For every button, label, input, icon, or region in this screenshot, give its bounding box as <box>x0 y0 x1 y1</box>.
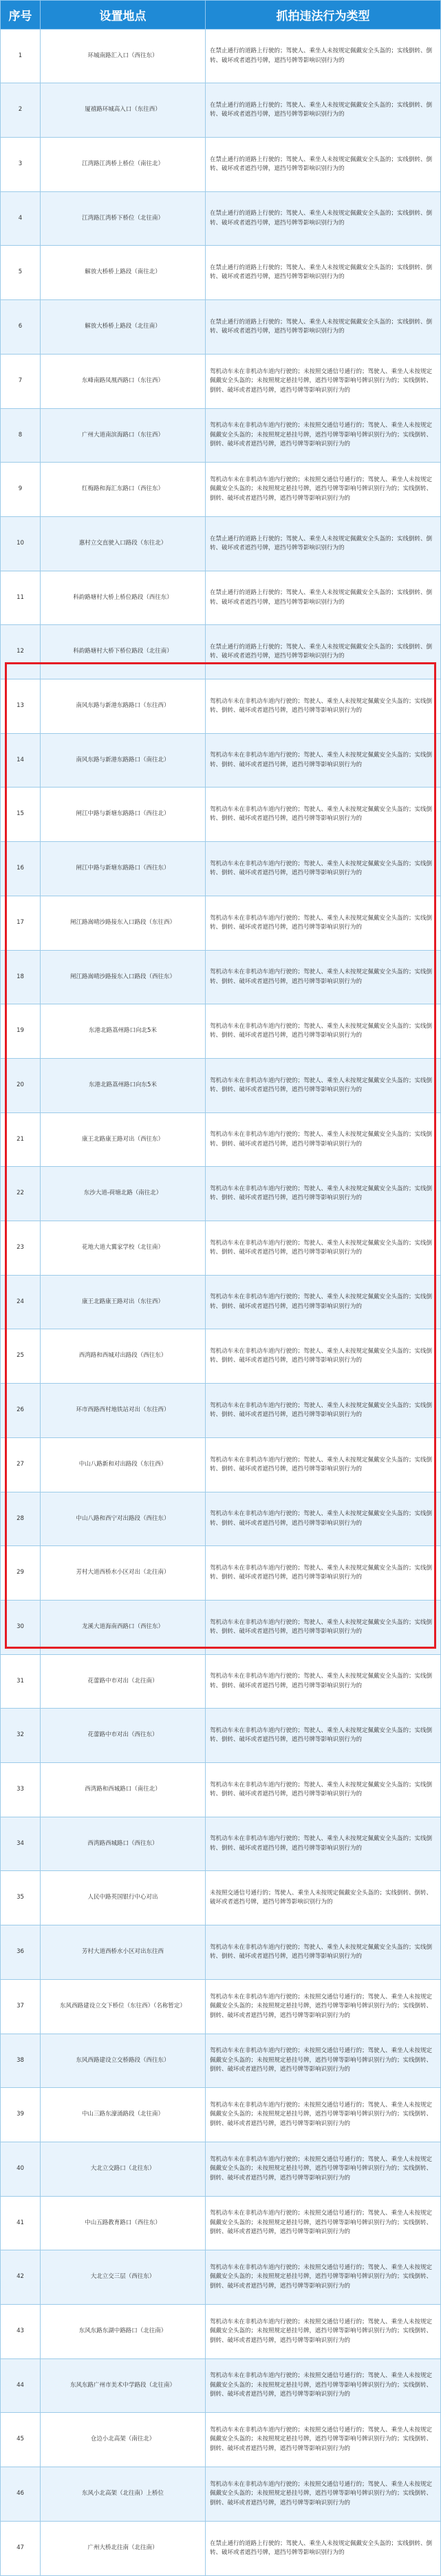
row-location: 解放大桥桥上路段（北往南） <box>41 300 206 355</box>
table-row <box>1 1384 441 1438</box>
table-row <box>1 842 441 896</box>
row-number: 5 <box>1 246 41 300</box>
row-location: 东沙大道-荷塘北路（南往北） <box>41 1167 206 1221</box>
table-row <box>1 138 441 192</box>
row-number: 10 <box>1 517 41 571</box>
row-violation-type: 在禁止通行的道路上行驶的；驾驶人、乘坐人未按规定佩戴安全头盔的；实线倒转、倒转、破坏或者遮挡号牌，遮挡号牌等影响识别行为的 <box>206 246 441 300</box>
row-location: 中山三路东濠涌路段（北往南） <box>41 2088 206 2142</box>
row-number: 33 <box>1 1763 41 1817</box>
table-header-row <box>1 1 441 30</box>
row-location: 科韵路塘村大桥下桥位路段（北往南） <box>41 625 206 679</box>
row-location: 西湾路西城路口（西往东） <box>41 1817 206 1871</box>
table-row <box>1 463 441 517</box>
row-violation-type: 驾机动车未在非机动车道内行驶的；未按照交通信号通行的；驾驶人、乘坐人未按规定佩戴安全头盔的；未按照规定悬挂号牌，遮挡号牌等影响号牌识别行为的；实线倒转、倒转、破坏或者遮挡号牌，遮挡号牌等影响识别行为的 <box>206 409 441 463</box>
row-violation-type: 未按照交通信号通行的；驾驶人、乘坐人未按规定佩戴安全头盔的；实线倒转、倒转、破坏或者遮挡号牌，遮挡号牌等影响识别行为的 <box>206 1871 441 1925</box>
row-violation-type: 驾机动车未在非机动车道内行驶的；未按照交通信号通行的；驾驶人、乘坐人未按规定佩戴安全头盔的；未按照规定悬挂号牌，遮挡号牌等影响号牌识别行为的；实线倒转、倒转、破坏或者遮挡号牌，遮挡号牌等影响识别行为的 <box>206 2359 441 2413</box>
row-location: 东风小北高架（北往南）上桥位 <box>41 2467 206 2522</box>
table-row <box>1 2197 441 2250</box>
row-violation-type: 在禁止通行的道路上行驶的；驾驶人、乘坐人未按规定佩戴安全头盔的；实线倒转、倒转、破坏或者遮挡号牌，遮挡号牌等影响识别行为的 <box>206 30 441 83</box>
table-row <box>1 1167 441 1221</box>
header-location: 设置地点 <box>41 1 206 30</box>
table-row <box>1 2522 441 2576</box>
row-location: 西湾路和西城路口（南往北） <box>41 1763 206 1817</box>
row-number: 13 <box>1 679 41 734</box>
row-number: 41 <box>1 2197 41 2250</box>
table-row <box>1 192 441 246</box>
row-number: 24 <box>1 1276 41 1329</box>
table-row <box>1 355 441 409</box>
row-violation-type: 驾机动车未在非机动车道内行驶的；未按照交通信号通行的；驾驶人、乘坐人未按规定佩戴安全头盔的；未按照规定悬挂号牌，遮挡号牌等影响号牌识别行为的；实线倒转、倒转、破坏或者遮挡号牌，遮挡号牌等影响识别行为的 <box>206 2305 441 2359</box>
row-violation-type: 驾机动车未在非机动车道内行驶的；驾驶人、乘坐人未按规定佩戴安全头盔的；实线倒转、倒转、破坏或者遮挡号牌，遮挡号牌等影响识别行为的 <box>206 1655 441 1709</box>
row-number: 29 <box>1 1546 41 1601</box>
row-violation-type: 在禁止通行的道路上行驶的；驾驶人、乘坐人未按规定佩戴安全头盔的；实线倒转、倒转、破坏或者遮挡号牌，遮挡号牌等影响识别行为的 <box>206 2522 441 2576</box>
row-number: 6 <box>1 300 41 355</box>
row-violation-type: 驾机动车未在非机动车道内行驶的；未按照交通信号通行的；驾驶人、乘坐人未按规定佩戴安全头盔的；未按照规定悬挂号牌，遮挡号牌等影响号牌识别行为的；实线倒转、倒转、破坏或者遮挡号牌，遮挡号牌等影响识别行为的 <box>206 2088 441 2142</box>
row-location: 南风东路与新港东路路口（南往北） <box>41 734 206 788</box>
table-row <box>1 1709 441 1763</box>
table-row <box>1 951 441 1004</box>
row-number: 36 <box>1 1925 41 1980</box>
table-row <box>1 734 441 788</box>
row-location: 西湾路和西城对出路段（西往东） <box>41 1329 206 1384</box>
row-location: 东港北路荔州路口向北5米 <box>41 1004 206 1059</box>
row-number: 20 <box>1 1059 41 1113</box>
row-location: 东风西路建设立交桥路段（西往东） <box>41 2034 206 2088</box>
table-body <box>1 30 441 2576</box>
row-violation-type: 驾机动车未在非机动车道内行驶的；驾驶人、乘坐人未按规定佩戴安全头盔的；实线倒转、倒转、破坏或者遮挡号牌，遮挡号牌等影响识别行为的 <box>206 1817 441 1871</box>
row-location: 江湾路江湾桥上桥位（南往北） <box>41 138 206 192</box>
row-violation-type: 驾机动车未在非机动车道内行驶的；驾驶人、乘坐人未按规定佩戴安全头盔的；实线倒转、倒转、破坏或者遮挡号牌，遮挡号牌等影响识别行为的 <box>206 1925 441 1980</box>
row-location: 芳村大道西桥水小区对出东往西 <box>41 1925 206 1980</box>
row-location: 江湾路江湾桥下桥位（北往南） <box>41 192 206 246</box>
row-location: 科韵路塘村大桥上桥位路段（西往东） <box>41 571 206 625</box>
row-violation-type: 驾机动车未在非机动车道内行驶的；驾驶人、乘坐人未按规定佩戴安全头盔的；实线倒转、倒转、破坏或者遮挡号牌，遮挡号牌等影响识别行为的 <box>206 734 441 788</box>
row-number: 8 <box>1 409 41 463</box>
header-no: 序号 <box>1 1 41 30</box>
row-violation-type: 驾机动车未在非机动车道内行驶的；未按照交通信号通行的；驾驶人、乘坐人未按规定佩戴安全头盔的；未按照规定悬挂号牌，遮挡号牌等影响号牌识别行为的；实线倒转、倒转、破坏或者遮挡号牌，遮挡号牌等影响识别行为的 <box>206 2467 441 2522</box>
row-violation-type: 驾机动车未在非机动车道内行驶的；未按照交通信号通行的；驾驶人、乘坐人未按规定佩戴安全头盔的；未按照规定悬挂号牌，遮挡号牌等影响号牌识别行为的；实线倒转、倒转、破坏或者遮挡号牌，遮挡号牌等影响识别行为的 <box>206 2034 441 2088</box>
row-violation-type: 驾机动车未在非机动车道内行驶的；驾驶人、乘坐人未按规定佩戴安全头盔的；实线倒转、倒转、破坏或者遮挡号牌，遮挡号牌等影响识别行为的 <box>206 1004 441 1059</box>
row-violation-type: 在禁止通行的道路上行驶的；驾驶人、乘坐人未按规定佩戴安全头盔的；实线倒转、倒转、破坏或者遮挡号牌，遮挡号牌等影响识别行为的 <box>206 625 441 679</box>
table-row <box>1 246 441 300</box>
row-location: 东风东路广州市美术中学路段（北往南） <box>41 2359 206 2413</box>
row-violation-type: 驾机动车未在非机动车道内行驶的；未按照交通信号通行的；驾驶人、乘坐人未按规定佩戴安全头盔的；未按照规定悬挂号牌，遮挡号牌等影响号牌识别行为的；实线倒转、倒转、破坏或者遮挡号牌，遮挡号牌等影响识别行为的 <box>206 355 441 409</box>
row-violation-type: 驾机动车未在非机动车道内行驶的；驾驶人、乘坐人未按规定佩戴安全头盔的；实线倒转、倒转、破坏或者遮挡号牌，遮挡号牌等影响识别行为的 <box>206 1492 441 1546</box>
table-row <box>1 788 441 842</box>
row-location: 东风西路建设立交下桥位（东往西）（名称暂定） <box>41 1980 206 2034</box>
row-violation-type: 驾机动车未在非机动车道内行驶的；驾驶人、乘坐人未按规定佩戴安全头盔的；实线倒转、倒转、破坏或者遮挡号牌，遮挡号牌等影响识别行为的 <box>206 1709 441 1763</box>
row-number: 9 <box>1 463 41 517</box>
row-number: 26 <box>1 1384 41 1438</box>
row-violation-type: 驾机动车未在非机动车道内行驶的；驾驶人、乘坐人未按规定佩戴安全头盔的；实线倒转、倒转、破坏或者遮挡号牌，遮挡号牌等影响识别行为的 <box>206 1546 441 1601</box>
row-number: 37 <box>1 1980 41 2034</box>
row-number: 40 <box>1 2142 41 2197</box>
row-location: 红梅路和海汇东路口（西往东） <box>41 463 206 517</box>
table-row <box>1 1763 441 1817</box>
table-row <box>1 679 441 734</box>
row-location: 广州大桥北往南（北往南） <box>41 2522 206 2576</box>
table-row <box>1 1113 441 1167</box>
row-location: 闸江路嵩晴沙路接东入口路段（东往西） <box>41 896 206 951</box>
table-row <box>1 1221 441 1276</box>
row-location: 花地大道大翼家学校（北往南） <box>41 1221 206 1276</box>
table-row <box>1 896 441 951</box>
row-number: 11 <box>1 571 41 625</box>
table-row <box>1 1871 441 1925</box>
table-row <box>1 2359 441 2413</box>
table-row <box>1 1329 441 1384</box>
table-row <box>1 1059 441 1113</box>
row-violation-type: 驾机动车未在非机动车道内行驶的；驾驶人、乘坐人未按规定佩戴安全头盔的；实线倒转、倒转、破坏或者遮挡号牌，遮挡号牌等影响识别行为的 <box>206 1438 441 1492</box>
row-violation-type: 在禁止通行的道路上行驶的；驾驶人、乘坐人未按规定佩戴安全头盔的；实线倒转、倒转、破坏或者遮挡号牌，遮挡号牌等影响识别行为的 <box>206 517 441 571</box>
row-number: 46 <box>1 2467 41 2522</box>
row-number: 4 <box>1 192 41 246</box>
row-location: 广州大道南滨海路口（东往西） <box>41 409 206 463</box>
table-row <box>1 2142 441 2197</box>
row-number: 14 <box>1 734 41 788</box>
row-location: 南风东路与新港东路路口（东往西） <box>41 679 206 734</box>
table-row <box>1 30 441 83</box>
row-number: 19 <box>1 1004 41 1059</box>
table-row <box>1 2305 441 2359</box>
row-violation-type: 驾机动车未在非机动车道内行驶的；驾驶人、乘坐人未按规定佩戴安全头盔的；实线倒转、倒转、破坏或者遮挡号牌，遮挡号牌等影响识别行为的 <box>206 951 441 1004</box>
row-violation-type: 驾机动车未在非机动车道内行驶的；驾驶人、乘坐人未按规定佩戴安全头盔的；实线倒转、倒转、破坏或者遮挡号牌，遮挡号牌等影响识别行为的 <box>206 1276 441 1329</box>
row-violation-type: 驾机动车未在非机动车道内行驶的；驾驶人、乘坐人未按规定佩戴安全头盔的；实线倒转、倒转、破坏或者遮挡号牌，遮挡号牌等影响识别行为的 <box>206 1763 441 1817</box>
table-row <box>1 2088 441 2142</box>
row-violation-type: 驾机动车未在非机动车道内行驶的；驾驶人、乘坐人未按规定佩戴安全头盔的；实线倒转、倒转、破坏或者遮挡号牌，遮挡号牌等影响识别行为的 <box>206 1221 441 1276</box>
row-location: 惠村立交直驶入口路段（东往北） <box>41 517 206 571</box>
row-violation-type: 驾机动车未在非机动车道内行驶的；未按照交通信号通行的；驾驶人、乘坐人未按规定佩戴安全头盔的；未按照规定悬挂号牌，遮挡号牌等影响号牌识别行为的；实线倒转、倒转、破坏或者遮挡号牌，遮挡号牌等影响识别行为的 <box>206 2250 441 2305</box>
row-violation-type: 驾机动车未在非机动车道内行驶的；未按照交通信号通行的；驾驶人、乘坐人未按规定佩戴安全头盔的；未按照规定悬挂号牌，遮挡号牌等影响号牌识别行为的；实线倒转、倒转、破坏或者遮挡号牌，遮挡号牌等影响识别行为的 <box>206 2197 441 2250</box>
row-violation-type: 驾机动车未在非机动车道内行驶的；驾驶人、乘坐人未按规定佩戴安全头盔的；实线倒转、倒转、破坏或者遮挡号牌，遮挡号牌等影响识别行为的 <box>206 1113 441 1167</box>
row-number: 1 <box>1 30 41 83</box>
table-row <box>1 1817 441 1871</box>
row-location: 解放大桥桥上路段（南往北） <box>41 246 206 300</box>
row-location: 人民中路英国银行中心对出 <box>41 1871 206 1925</box>
table-row <box>1 1546 441 1601</box>
row-number: 45 <box>1 2413 41 2467</box>
row-number: 31 <box>1 1655 41 1709</box>
table-row <box>1 571 441 625</box>
row-number: 2 <box>1 83 41 138</box>
row-number: 47 <box>1 2522 41 2576</box>
row-number: 15 <box>1 788 41 842</box>
row-number: 30 <box>1 1601 41 1655</box>
row-location: 中山五路教育路口（西往东） <box>41 2197 206 2250</box>
row-location: 芳村大道西桥水小区对出（北往南） <box>41 1546 206 1601</box>
row-location: 闸江路嵩晴沙路接东入口路段（西往东） <box>41 951 206 1004</box>
row-violation-type: 驾机动车未在非机动车道内行驶的；驾驶人、乘坐人未按规定佩戴安全头盔的；实线倒转、倒转、破坏或者遮挡号牌，遮挡号牌等影响识别行为的 <box>206 1329 441 1384</box>
table-row <box>1 1004 441 1059</box>
row-violation-type: 驾机动车未在非机动车道内行驶的；未按照交通信号通行的；驾驶人、乘坐人未按规定佩戴安全头盔的；未按照规定悬挂号牌，遮挡号牌等影响号牌识别行为的；实线倒转、倒转、破坏或者遮挡号牌，遮挡号牌等影响识别行为的 <box>206 463 441 517</box>
row-violation-type: 驾机动车未在非机动车道内行驶的；未按照交通信号通行的；驾驶人、乘坐人未按规定佩戴安全头盔的；未按照规定悬挂号牌，遮挡号牌等影响号牌识别行为的；实线倒转、倒转、破坏或者遮挡号牌，遮挡号牌等影响识别行为的 <box>206 2413 441 2467</box>
row-number: 44 <box>1 2359 41 2413</box>
table-row <box>1 2250 441 2305</box>
row-violation-type: 在禁止通行的道路上行驶的；驾驶人、乘坐人未按规定佩戴安全头盔的；实线倒转、倒转、破坏或者遮挡号牌，遮挡号牌等影响识别行为的 <box>206 138 441 192</box>
table-row <box>1 1601 441 1655</box>
row-location: 康王北路康王路对出（西往东） <box>41 1113 206 1167</box>
row-number: 38 <box>1 2034 41 2088</box>
row-location: 环城南路汇入口（西往东） <box>41 30 206 83</box>
table-row <box>1 1980 441 2034</box>
row-number: 16 <box>1 842 41 896</box>
row-violation-type: 驾机动车未在非机动车道内行驶的；驾驶人、乘坐人未按规定佩戴安全头盔的；实线倒转、倒转、破坏或者遮挡号牌，遮挡号牌等影响识别行为的 <box>206 842 441 896</box>
table-row <box>1 83 441 138</box>
row-location: 闸江中路与新塘东路路口（西往东） <box>41 842 206 896</box>
table-row <box>1 1438 441 1492</box>
row-number: 28 <box>1 1492 41 1546</box>
row-number: 32 <box>1 1709 41 1763</box>
row-number: 27 <box>1 1438 41 1492</box>
row-location: 大北立交三层（西往东） <box>41 2250 206 2305</box>
row-location: 花蕾路中市对出（北往南） <box>41 1655 206 1709</box>
row-number: 34 <box>1 1817 41 1871</box>
table-row <box>1 2467 441 2522</box>
row-violation-type: 在禁止通行的道路上行驶的；驾驶人、乘坐人未按规定佩戴安全头盔的；实线倒转、倒转、破坏或者遮挡号牌，遮挡号牌等影响识别行为的 <box>206 192 441 246</box>
table-row <box>1 1655 441 1709</box>
row-number: 21 <box>1 1113 41 1167</box>
row-number: 25 <box>1 1329 41 1384</box>
row-number: 23 <box>1 1221 41 1276</box>
row-violation-type: 驾机动车未在非机动车道内行驶的；驾驶人、乘坐人未按规定佩戴安全头盔的；实线倒转、倒转、破坏或者遮挡号牌，遮挡号牌等影响识别行为的 <box>206 1167 441 1221</box>
row-violation-type: 驾机动车未在非机动车道内行驶的；驾驶人、乘坐人未按规定佩戴安全头盔的；实线倒转、倒转、破坏或者遮挡号牌，遮挡号牌等影响识别行为的 <box>206 679 441 734</box>
header-violation-type: 抓拍违法行为类型 <box>206 1 441 30</box>
row-location: 中山八路新和对出路段（东往西） <box>41 1438 206 1492</box>
row-violation-type: 驾机动车未在非机动车道内行驶的；驾驶人、乘坐人未按规定佩戴安全头盔的；实线倒转、倒转、破坏或者遮挡号牌，遮挡号牌等影响识别行为的 <box>206 896 441 951</box>
row-number: 3 <box>1 138 41 192</box>
table-row <box>1 1276 441 1329</box>
row-location: 闸江中路与新塘东路路口（西往北） <box>41 788 206 842</box>
row-violation-type: 在禁止通行的道路上行驶的；驾驶人、乘坐人未按规定佩戴安全头盔的；实线倒转、倒转、破坏或者遮挡号牌，遮挡号牌等影响识别行为的 <box>206 300 441 355</box>
table-row <box>1 517 441 571</box>
row-number: 43 <box>1 2305 41 2359</box>
row-violation-type: 在禁止通行的道路上行驶的；驾驶人、乘坐人未按规定佩戴安全头盔的；实线倒转、倒转、破坏或者遮挡号牌，遮挡号牌等影响识别行为的 <box>206 571 441 625</box>
row-location: 大北立交路口（北往东） <box>41 2142 206 2197</box>
table-row <box>1 409 441 463</box>
table-row <box>1 1925 441 1980</box>
row-location: 厦禧路环城高入口（东往西） <box>41 83 206 138</box>
row-location: 环市西路西村地铁站对出（东往西） <box>41 1384 206 1438</box>
row-violation-type: 驾机动车未在非机动车道内行驶的；未按照交通信号通行的；驾驶人、乘坐人未按规定佩戴安全头盔的；未按照规定悬挂号牌，遮挡号牌等影响号牌识别行为的；实线倒转、倒转、破坏或者遮挡号牌，遮挡号牌等影响识别行为的 <box>206 2142 441 2197</box>
row-location: 东风东路东湖中路路口（北往南） <box>41 2305 206 2359</box>
row-violation-type: 驾机动车未在非机动车道内行驶的；驾驶人、乘坐人未按规定佩戴安全头盔的；实线倒转、倒转、破坏或者遮挡号牌，遮挡号牌等影响识别行为的 <box>206 1384 441 1438</box>
row-number: 18 <box>1 951 41 1004</box>
row-number: 42 <box>1 2250 41 2305</box>
row-number: 7 <box>1 355 41 409</box>
row-violation-type: 驾机动车未在非机动车道内行驶的；驾驶人、乘坐人未按规定佩戴安全头盔的；实线倒转、倒转、破坏或者遮挡号牌，遮挡号牌等影响识别行为的 <box>206 788 441 842</box>
row-number: 12 <box>1 625 41 679</box>
table-row <box>1 2413 441 2467</box>
row-violation-type: 在禁止通行的道路上行驶的；驾驶人、乘坐人未按规定佩戴安全头盔的；实线倒转、倒转、破坏或者遮挡号牌，遮挡号牌等影响识别行为的 <box>206 83 441 138</box>
row-number: 17 <box>1 896 41 951</box>
table-row <box>1 1492 441 1546</box>
row-location: 花蕾路中市对出（西往东） <box>41 1709 206 1763</box>
table-row <box>1 300 441 355</box>
row-location: 龙溪大道海南西路口（西往东） <box>41 1601 206 1655</box>
table-row <box>1 2034 441 2088</box>
row-location: 东港北路荔州路口向东5米 <box>41 1059 206 1113</box>
table-row <box>1 625 441 679</box>
row-violation-type: 驾机动车未在非机动车道内行驶的；驾驶人、乘坐人未按规定佩戴安全头盔的；实线倒转、倒转、破坏或者遮挡号牌，遮挡号牌等影响识别行为的 <box>206 1601 441 1655</box>
row-violation-type: 驾机动车未在非机动车道内行驶的；未按照交通信号通行的；驾驶人、乘坐人未按规定佩戴安全头盔的；未按照规定悬挂号牌，遮挡号牌等影响号牌识别行为的；实线倒转、倒转、破坏或者遮挡号牌，遮挡号牌等影响识别行为的 <box>206 1980 441 2034</box>
row-number: 22 <box>1 1167 41 1221</box>
row-location: 仓边小北高架（南往北） <box>41 2413 206 2467</box>
row-location: 中山八路和西宁对出路段（西往东） <box>41 1492 206 1546</box>
row-violation-type: 驾机动车未在非机动车道内行驶的；驾驶人、乘坐人未按规定佩戴安全头盔的；实线倒转、倒转、破坏或者遮挡号牌，遮挡号牌等影响识别行为的 <box>206 1059 441 1113</box>
row-location: 康王北路康王路对出（东往西） <box>41 1276 206 1329</box>
row-number: 39 <box>1 2088 41 2142</box>
row-location: 东峰南路凤凰西路口（东往西） <box>41 355 206 409</box>
row-number: 35 <box>1 1871 41 1925</box>
